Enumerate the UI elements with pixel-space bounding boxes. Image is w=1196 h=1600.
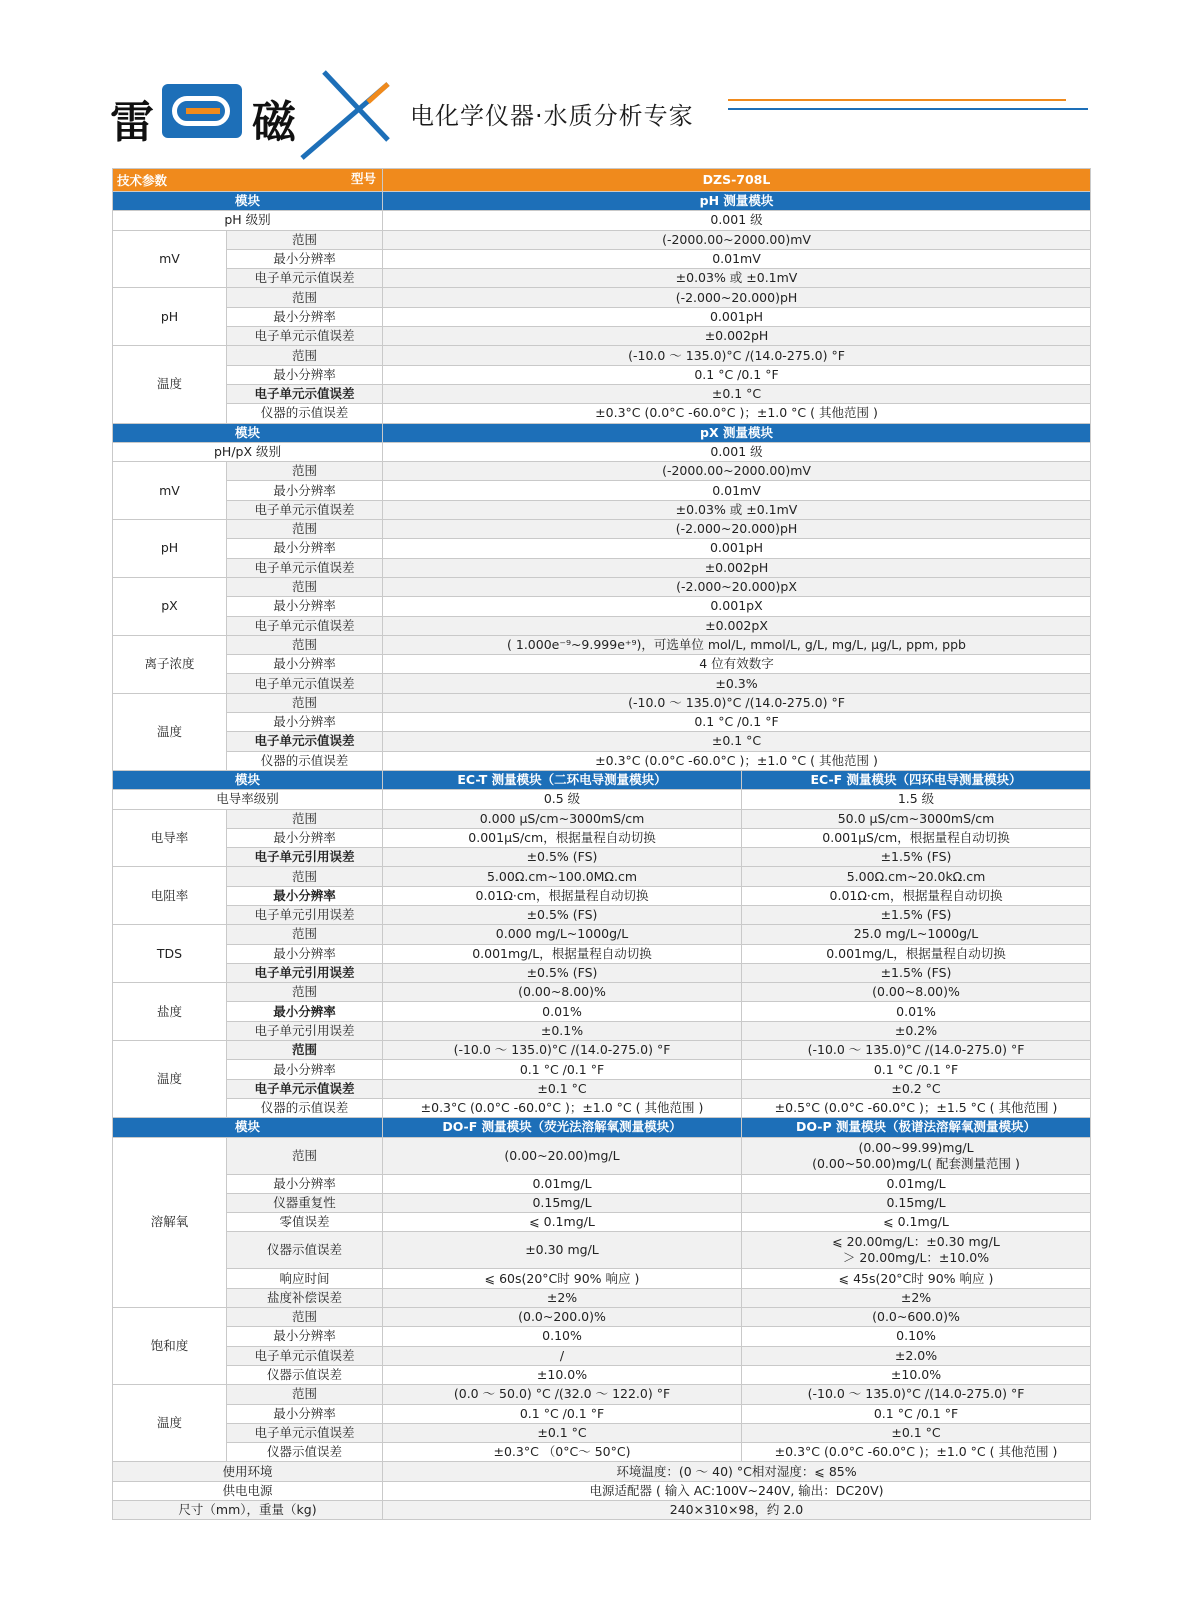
row-value: ±0.3°C (0.0°C -60.0°C )；±1.0 °C ( 其他范围 ) [742,1443,1091,1462]
row-value: (-10.0 ～ 135.0)°C /(14.0-275.0) °F [742,1385,1091,1404]
row-value: 0.15mg/L [742,1193,1091,1212]
row-label: 电子单元示值误差 [227,269,383,288]
row-label: 电子单元示值误差 [227,1423,383,1442]
row-label: 最小分辨率 [227,1174,383,1193]
row-value: ±0.1 °C [383,1423,742,1442]
cross-mark-icon [296,70,396,160]
row-label: 盐度补偿误差 [227,1288,383,1307]
header-rule-blue [728,108,1088,110]
row-value: (-2000.00~2000.00)mV [383,230,1091,249]
row-value: ±0.002pH [383,558,1091,577]
row-label: 范围 [227,1308,383,1327]
module-label: 模块 [113,1118,383,1137]
ec-f-module-title: EC-F 测量模块（四环电导测量模块） [742,770,1091,789]
row-label: 范围 [227,1041,383,1060]
row-label: 最小分辨率 [227,1404,383,1423]
row-value: ±0.03% 或 ±0.1mV [383,500,1091,519]
row-value: 0.001pH [383,307,1091,326]
row-value: ⩽ 45s(20°C时 90% 响应 ) [742,1269,1091,1288]
row-label: 最小分辨率 [227,828,383,847]
row-label: 最小分辨率 [227,1060,383,1079]
row-label: 仪器示值误差 [227,1443,383,1462]
row-value: (-10.0 ～ 135.0)°C /(14.0-275.0) °F [742,1041,1091,1060]
row-value: ±0.5% (FS) [383,848,742,867]
row-value: ±0.3°C (0.0°C -60.0°C )；±1.0 °C ( 其他范围 ) [383,751,1091,770]
row-label: 最小分辨率 [227,886,383,905]
ph-mv-name: mV [113,230,227,288]
do-p-range-line1: (0.00~99.99)mg/L [858,1139,974,1155]
row-value: ±0.2 °C [742,1079,1091,1098]
row-label: 仪器重复性 [227,1193,383,1212]
row-value: (0.0~600.0)% [742,1308,1091,1327]
row-label: 响应时间 [227,1269,383,1288]
ec-level-label: 电导率级别 [113,790,383,809]
row-value: ±0.3°C (0.0°C -60.0°C )；±1.0 °C ( 其他范围 ) [383,404,1091,423]
do-name: 溶解氧 [113,1137,227,1307]
row-label: 范围 [227,809,383,828]
row-value: ±0.1 °C [742,1423,1091,1442]
row-label: 电子单元示值误差 [227,558,383,577]
row-value: ±0.03% 或 ±0.1mV [383,269,1091,288]
env-value: 环境温度：(0 ～ 40) °C相对湿度：⩽ 85% [383,1462,1091,1481]
ec-t-module-title: EC-T 测量模块（二环电导测量模块） [383,770,742,789]
row-value: ±2% [383,1288,742,1307]
do-p-module-title: DO-P 测量模块（极谱法溶解氧测量模块） [742,1118,1091,1137]
row-label: 电子单元引用误差 [227,1021,383,1040]
row-label: 仪器示值误差 [227,1365,383,1384]
row-value: 0.001μS/cm，根据量程自动切换 [383,828,742,847]
row-label: 最小分辨率 [227,1002,383,1021]
row-label: 范围 [227,346,383,365]
row-value: ⩽ 60s(20°C时 90% 响应 ) [383,1269,742,1288]
row-value: ±0.1% [383,1021,742,1040]
row-value: (0.0~200.0)% [383,1308,742,1327]
row-label: 范围 [227,983,383,1002]
row-value: (-2000.00~2000.00)mV [383,462,1091,481]
row-value: (0.00~8.00)% [742,983,1091,1002]
row-label: 仪器示值误差 [227,1232,383,1269]
do-temp-name: 温度 [113,1385,227,1462]
ph-temp-name: 温度 [113,346,227,423]
row-value: 0.10% [742,1327,1091,1346]
row-value: 5.00Ω.cm~20.0kΩ.cm [742,867,1091,886]
ec-t-level: 0.5 级 [383,790,742,809]
row-label: 仪器的示值误差 [227,751,383,770]
row-value: ±1.5% (FS) [742,963,1091,982]
module-label: 模块 [113,192,383,211]
env-label: 使用环境 [113,1462,383,1481]
row-value: 0.01mg/L [383,1174,742,1193]
row-label: 最小分辨率 [227,539,383,558]
row-label: 最小分辨率 [227,307,383,326]
row-value: (0.00~8.00)% [383,983,742,1002]
corner-model-label: 型号 [350,171,376,186]
corner-param-label: 技术参数 [117,173,168,188]
row-value: ±0.1 °C [383,732,1091,751]
row-label: 范围 [227,288,383,307]
row-label: 电子单元示值误差 [227,1346,383,1365]
row-label: 最小分辨率 [227,944,383,963]
row-value: 0.1 °C /0.1 °F [383,1060,742,1079]
power-value: 电源适配器 ( 输入 AC:100V~240V, 输出：DC20V) [383,1481,1091,1500]
row-value: (-2.000~20.000)pX [383,577,1091,596]
px-px-name: pX [113,577,227,635]
px-ion-name: 离子浓度 [113,635,227,693]
row-value: ±0.30 mg/L [383,1232,742,1269]
row-label: 范围 [227,1137,383,1174]
row-value [742,1232,1091,1269]
row-value: 0.01% [742,1002,1091,1021]
row-value: ±0.2% [742,1021,1091,1040]
row-value: 0.001pX [383,597,1091,616]
row-label: 仪器的示值误差 [227,404,383,423]
row-label: 范围 [227,867,383,886]
do-f-module-title: DO-F 测量模块（荧光法溶解氧测量模块） [383,1118,742,1137]
row-label: 范围 [227,230,383,249]
row-value: 0.01mg/L [742,1174,1091,1193]
row-value: (0.00~20.00)mg/L [383,1137,742,1174]
brand-char-right: 磁 [252,97,296,148]
row-value: ±0.5% (FS) [383,905,742,924]
row-label: 最小分辨率 [227,481,383,500]
ph-module-title: pH 测量模块 [383,192,1091,211]
row-value: ±0.002pH [383,327,1091,346]
row-label: 范围 [227,462,383,481]
row-value: 0.10% [383,1327,742,1346]
size-value: 240×310×98，约 2.0 [383,1501,1091,1520]
spec-table [112,168,1091,1520]
row-value: (-10.0 ～ 135.0)°C /(14.0-275.0) °F [383,693,1091,712]
px-ph-name: pH [113,520,227,578]
row-label: 范围 [227,693,383,712]
row-value: ±1.5% (FS) [742,905,1091,924]
row-value: (0.0 ～ 50.0) °C /(32.0 ～ 122.0) °F [383,1385,742,1404]
row-value: 0.01% [383,1002,742,1021]
row-value: ±0.1 °C [383,1079,742,1098]
module-label: 模块 [113,770,383,789]
px-mv-name: mV [113,462,227,520]
row-label: 电子单元引用误差 [227,848,383,867]
row-value: 0.15mg/L [383,1193,742,1212]
table-corner-cell [113,169,383,192]
size-label: 尺寸（mm），重量（kg) [113,1501,383,1520]
row-label: 范围 [227,520,383,539]
row-value: ⩽ 0.1mg/L [383,1213,742,1232]
row-value: (-2.000~20.000)pH [383,288,1091,307]
row-value: ±0.3°C （0°C～ 50°C) [383,1443,742,1462]
row-label: 最小分辨率 [227,713,383,732]
row-label: 最小分辨率 [227,597,383,616]
row-value: (-10.0 ～ 135.0)°C /(14.0-275.0) °F [383,1041,742,1060]
row-value: ±0.5% (FS) [383,963,742,982]
row-value: ±1.5% (FS) [742,848,1091,867]
row-value: 0.000 μS/cm~3000mS/cm [383,809,742,828]
ec-f-level: 1.5 级 [742,790,1091,809]
row-value: ⩽ 0.1mg/L [742,1213,1091,1232]
row-label: 零值误差 [227,1213,383,1232]
row-value: 4 位有效数字 [383,655,1091,674]
row-value: ±0.1 °C [383,384,1091,403]
row-value [742,1137,1091,1174]
px-level-label: pH/pX 级别 [113,442,383,461]
row-value: ±0.3°C (0.0°C -60.0°C )；±1.0 °C ( 其他范围 ) [383,1098,742,1117]
row-label: 电子单元示值误差 [227,616,383,635]
row-value: ±10.0% [742,1365,1091,1384]
row-value: 0.01Ω·cm，根据量程自动切换 [742,886,1091,905]
row-value: 0.1 °C /0.1 °F [742,1404,1091,1423]
model-name: DZS-708L [383,169,1091,192]
ec-group-name: 电阻率 [113,867,227,925]
page-header [0,0,1196,165]
px-module-title: pX 测量模块 [383,423,1091,442]
row-label: 范围 [227,925,383,944]
brand-char-left: 雷 [110,97,154,148]
ph-ph-name: pH [113,288,227,346]
row-value: 0.001μS/cm，根据量程自动切换 [742,828,1091,847]
ec-group-name: 电导率 [113,809,227,867]
row-label: 电子单元示值误差 [227,732,383,751]
power-label: 供电电源 [113,1481,383,1500]
module-label: 模块 [113,423,383,442]
row-value: 50.0 μS/cm~3000mS/cm [742,809,1091,828]
brand-logo-icon [162,84,242,138]
row-label: 范围 [227,635,383,654]
row-value: 0.001mg/L，根据量程自动切换 [383,944,742,963]
row-label: 范围 [227,577,383,596]
row-label: 仪器的示值误差 [227,1098,383,1117]
header-rule-orange [728,99,1066,101]
row-value: ±2% [742,1288,1091,1307]
row-value: 0.1 °C /0.1 °F [742,1060,1091,1079]
row-label: 最小分辨率 [227,365,383,384]
row-label: 电子单元示值误差 [227,384,383,403]
row-label: 最小分辨率 [227,249,383,268]
row-label: 电子单元示值误差 [227,674,383,693]
row-label: 最小分辨率 [227,655,383,674]
ec-group-name: TDS [113,925,227,983]
row-value: 0.001mg/L，根据量程自动切换 [742,944,1091,963]
do-p-range-line2: (0.00~50.00)mg/L( 配套测量范围 ) [812,1155,1020,1171]
row-label: 电子单元示值误差 [227,500,383,519]
row-value: ±0.3% [383,674,1091,693]
row-value: 0.01mV [383,249,1091,268]
row-value: 0.1 °C /0.1 °F [383,713,1091,732]
sat-name: 饱和度 [113,1308,227,1385]
row-value: 0.1 °C /0.1 °F [383,365,1091,384]
row-label: 电子单元示值误差 [227,327,383,346]
ec-group-name: 盐度 [113,983,227,1041]
px-temp-name: 温度 [113,693,227,770]
brand-slogan: 电化学仪器·水质分析专家 [410,102,694,130]
row-value: 25.0 mg/L~1000g/L [742,925,1091,944]
row-value: ( 1.000e⁻⁹~9.999e⁺⁹)，可选单位 mol/L, mmol/L, g/L, mg/L, μg/L, ppm, ppb [383,635,1091,654]
row-value: ±0.002pX [383,616,1091,635]
row-label: 电子单元引用误差 [227,905,383,924]
row-value: 0.01Ω·cm，根据量程自动切换 [383,886,742,905]
row-label: 最小分辨率 [227,1327,383,1346]
do-p-inst-line2: ＞ 20.00mg/L：±10.0% [842,1250,990,1266]
row-value: 0.01mV [383,481,1091,500]
row-value: (-10.0 ～ 135.0)°C /(14.0-275.0) °F [383,346,1091,365]
row-value: (-2.000~20.000)pH [383,520,1091,539]
px-level-value: 0.001 级 [383,442,1091,461]
row-label: 电子单元示值误差 [227,1079,383,1098]
row-value: ±0.5°C (0.0°C -60.0°C )；±1.5 °C ( 其他范围 ) [742,1098,1091,1117]
row-value: ±2.0% [742,1346,1091,1365]
row-value: / [383,1346,742,1365]
ph-level-label: pH 级别 [113,211,383,230]
row-value: 0.1 °C /0.1 °F [383,1404,742,1423]
row-label: 电子单元引用误差 [227,963,383,982]
row-value: ±10.0% [383,1365,742,1384]
do-p-inst-line1: ⩽ 20.00mg/L：±0.30 mg/L [832,1234,1000,1250]
row-value: 5.00Ω.cm~100.0MΩ.cm [383,867,742,886]
row-label: 范围 [227,1385,383,1404]
row-value: 0.000 mg/L~1000g/L [383,925,742,944]
ec-group-name: 温度 [113,1041,227,1118]
ph-level-value: 0.001 级 [383,211,1091,230]
row-value: 0.001pH [383,539,1091,558]
